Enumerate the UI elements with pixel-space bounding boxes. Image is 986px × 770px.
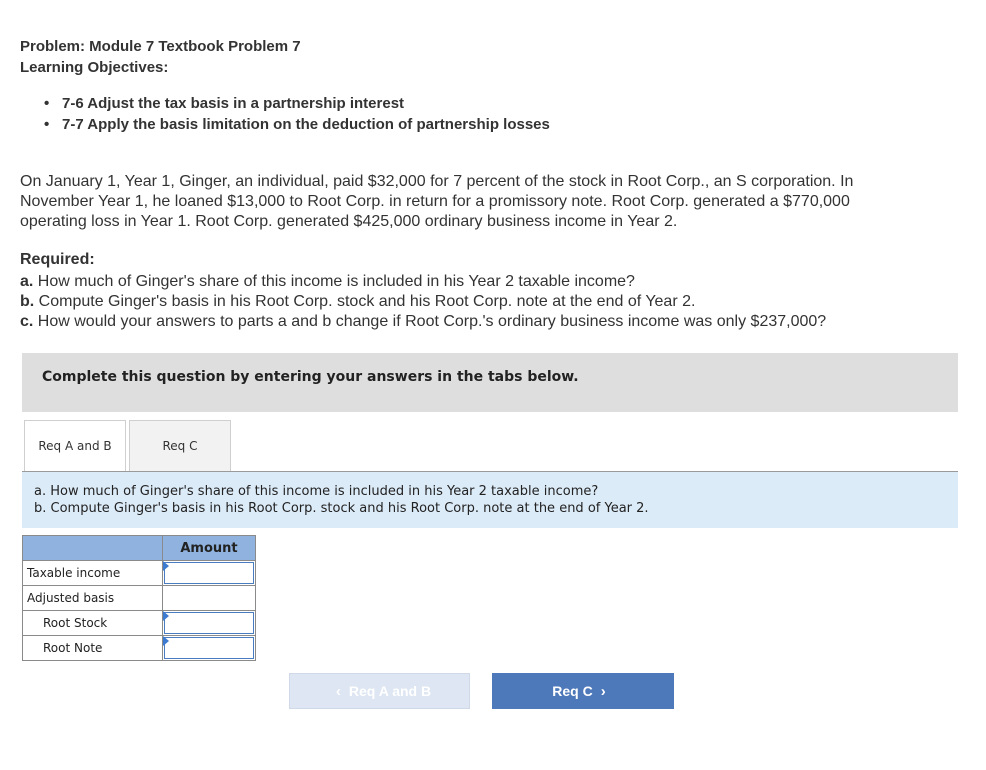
objective-item: • 7-7 Apply the basis limitation on the deduction of partnership losses [44,114,550,135]
root-stock-input[interactable] [164,612,254,634]
question-a: a. How much of Ginger's share of this income is included in his Year 2 taxable income? [34,484,599,499]
learning-objectives-list [44,93,550,135]
required-item-a: a. How much of Ginger's share of this income is included in his Year 2 taxable income? [20,273,635,290]
row-label-taxable-income: Taxable income [23,561,163,586]
next-button-label: Req C [552,683,593,699]
adjusted-basis-cell [163,586,256,611]
chevron-right-icon: › [600,682,606,700]
prev-button[interactable] [289,673,470,709]
row-label-root-note: Root Note [23,636,163,661]
tab-req-a-and-b[interactable]: Req A and B [24,420,126,471]
chevron-left-icon: ‹ [335,682,341,700]
input-marker-icon [163,636,169,646]
row-label-adjusted-basis: Adjusted basis [23,586,163,611]
prev-button-label: Req A and B [348,683,432,699]
tab-req-c[interactable]: Req C [129,420,231,471]
required-list [20,272,826,332]
objectives-label: Learning Objectives: [20,59,169,76]
row-label-root-stock: Root Stock [23,611,163,636]
table-header-amount: Amount [163,536,256,561]
problem-title: Problem: Module 7 Textbook Problem 7 [20,38,301,55]
required-item-c: c. How would your answers to parts a and b change if Root Corp.'s ordinary business income was only $237,000? [20,313,827,330]
input-marker-icon [163,561,169,571]
question-b: b. Compute Ginger's basis in his Root Corp. stock and his Root Corp. note at the end of Year 2. [34,501,649,516]
root-stock-cell [163,611,256,636]
answer-table [22,535,256,661]
root-note-cell [163,636,256,661]
input-marker-icon [163,611,169,621]
taxable-income-cell [163,561,256,586]
instructions-banner [22,353,958,412]
root-note-input[interactable] [164,637,254,659]
table-header-blank [23,536,163,561]
instructions-text: Complete this question by entering your answers in the tabs below. [42,369,579,385]
question-box [22,472,958,528]
required-item-b: b. Compute Ginger's basis in his Root Corp. stock and his Root Corp. note at the end of Year 2. [20,293,696,310]
next-button[interactable] [492,673,674,709]
problem-intro: On January 1, Year 1, Ginger, an individual, paid $32,000 for 7 percent of the stock in Root Corp., an S corporation. In November Year 1, he loaned $13,000 to Root Corp. in return for a promissory note. Root Corp. generated a $770,000 operating loss in Year 1. Root Corp. generated $425,000 ordinary business income in Year 2. [20,173,854,230]
objective-item: • 7-6 Adjust the tax basis in a partnership interest [44,93,550,114]
problem-header [20,36,301,78]
required-label: Required: [20,251,95,268]
taxable-income-input[interactable] [164,562,254,584]
